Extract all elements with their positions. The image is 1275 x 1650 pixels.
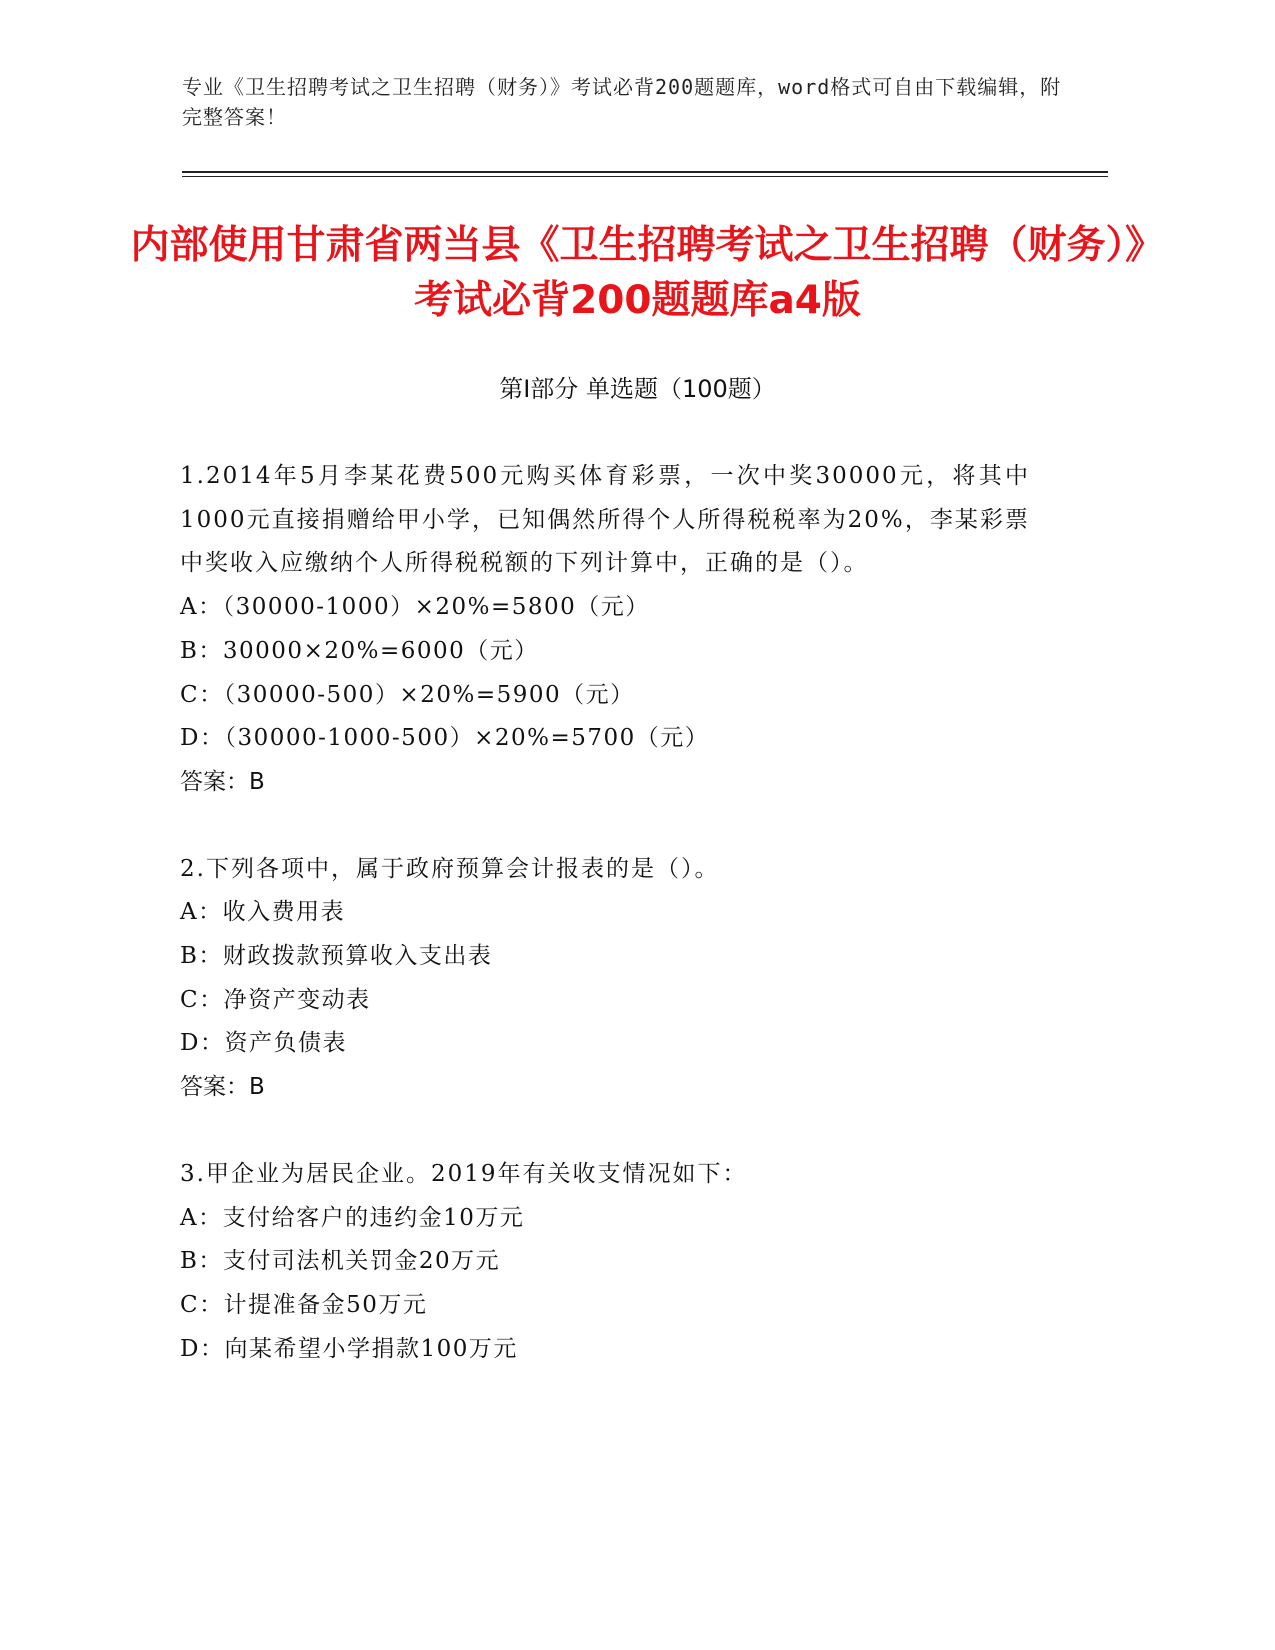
- question-1: [180, 455, 1030, 805]
- section-heading: 第I部分 单选题（100题）: [499, 375, 776, 403]
- question-stem: 1.2014年5月李某花费500元购买体育彩票，一次中奖30000元，将其中1000元直接捐赠给甲小学，已知偶然所得个人所得税税率为20%，李某彩票中奖收入应缴纳个人所得税税额的下列计算中，正确的是（）。: [180, 463, 1030, 577]
- question-2: [180, 848, 1030, 1110]
- option-a: A：（30000-1000）×20%=5800（元）: [180, 594, 650, 621]
- header-divider-thick: [182, 171, 1108, 173]
- question-stem: 2.下列各项中，属于政府预算会计报表的是（）。: [180, 855, 720, 882]
- option-d: D：资产负债表: [180, 1030, 347, 1057]
- question-stem: 3.甲企业为居民企业。2019年有关收支情况如下：: [180, 1160, 748, 1187]
- option-c: C：（30000-500）×20%=5900（元）: [180, 681, 635, 708]
- option-d: D：（30000-1000-500）×20%=5700（元）: [180, 725, 710, 752]
- option-d: D：向某希望小学捐款100万元: [180, 1335, 518, 1362]
- header-divider-thin: [182, 176, 1108, 177]
- question-list: [180, 455, 1030, 1371]
- option-a: A：收入费用表: [180, 899, 346, 926]
- option-b: B：30000×20%=6000（元）: [180, 637, 539, 664]
- option-c: C：计提准备金50万元: [180, 1291, 428, 1318]
- answer-line: 答案：B: [180, 768, 265, 795]
- option-b: B：财政拨款预算收入支出表: [180, 943, 493, 970]
- document-title: 内部使用甘肃省两当县《卫生招聘考试之卫生招聘（财务）》考试必背200题题库a4版: [130, 223, 1145, 323]
- option-b: B：支付司法机关罚金20万元: [180, 1248, 501, 1275]
- option-c: C：净资产变动表: [180, 986, 371, 1013]
- question-3: [180, 1153, 1030, 1372]
- answer-line: 答案：B: [180, 1074, 265, 1101]
- header-note: 专业《卫生招聘考试之卫生招聘（财务）》考试必背200题题库，word格式可自由下载编辑，附完整答案！: [182, 75, 1062, 129]
- option-a: A：支付给客户的违约金10万元: [180, 1204, 525, 1231]
